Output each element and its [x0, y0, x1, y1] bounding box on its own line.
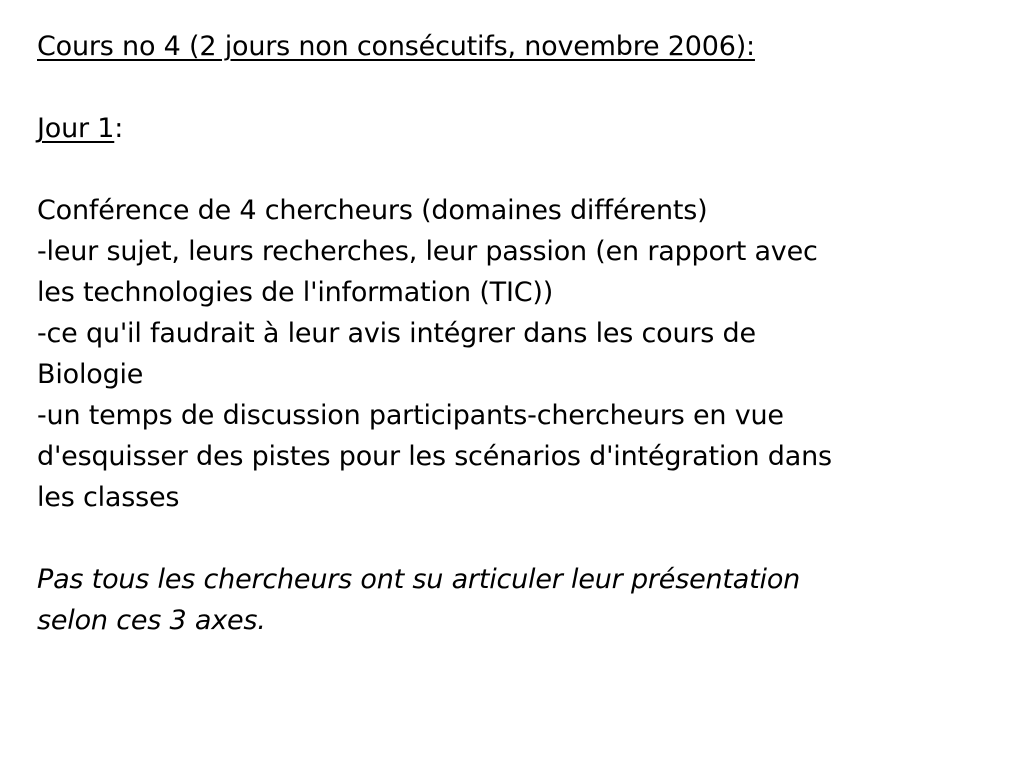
body-line: -ce qu'il faudrait à leur avis intégrer dans les cours de	[37, 318, 756, 349]
note-line: selon ces 3 axes.	[37, 605, 266, 636]
body-line: Conférence de 4 chercheurs (domaines différents)	[37, 195, 708, 226]
slide-title: Cours no 4 (2 jours non consécutifs, novembre 2006):	[37, 31, 755, 62]
spacer	[37, 67, 997, 108]
day-label: Jour 1	[37, 113, 115, 144]
day-colon: :	[114, 113, 124, 144]
note-line: Pas tous les chercheurs ont su articuler leur présentation	[37, 564, 801, 595]
day-heading	[37, 108, 997, 149]
body-line: -un temps de discussion participants-chercheurs en vue	[37, 400, 784, 431]
body-line: les technologies de l'information (TIC))	[37, 277, 554, 308]
body-line: les classes	[37, 482, 180, 513]
body-line: d'esquisser des pistes pour les scénarios d'intégration dans	[37, 441, 832, 472]
slide-content	[37, 26, 997, 641]
spacer	[37, 518, 997, 559]
body-line: Biologie	[37, 359, 144, 390]
spacer	[37, 149, 997, 190]
body-line: -leur sujet, leurs recherches, leur passion (en rapport avec	[37, 236, 818, 267]
